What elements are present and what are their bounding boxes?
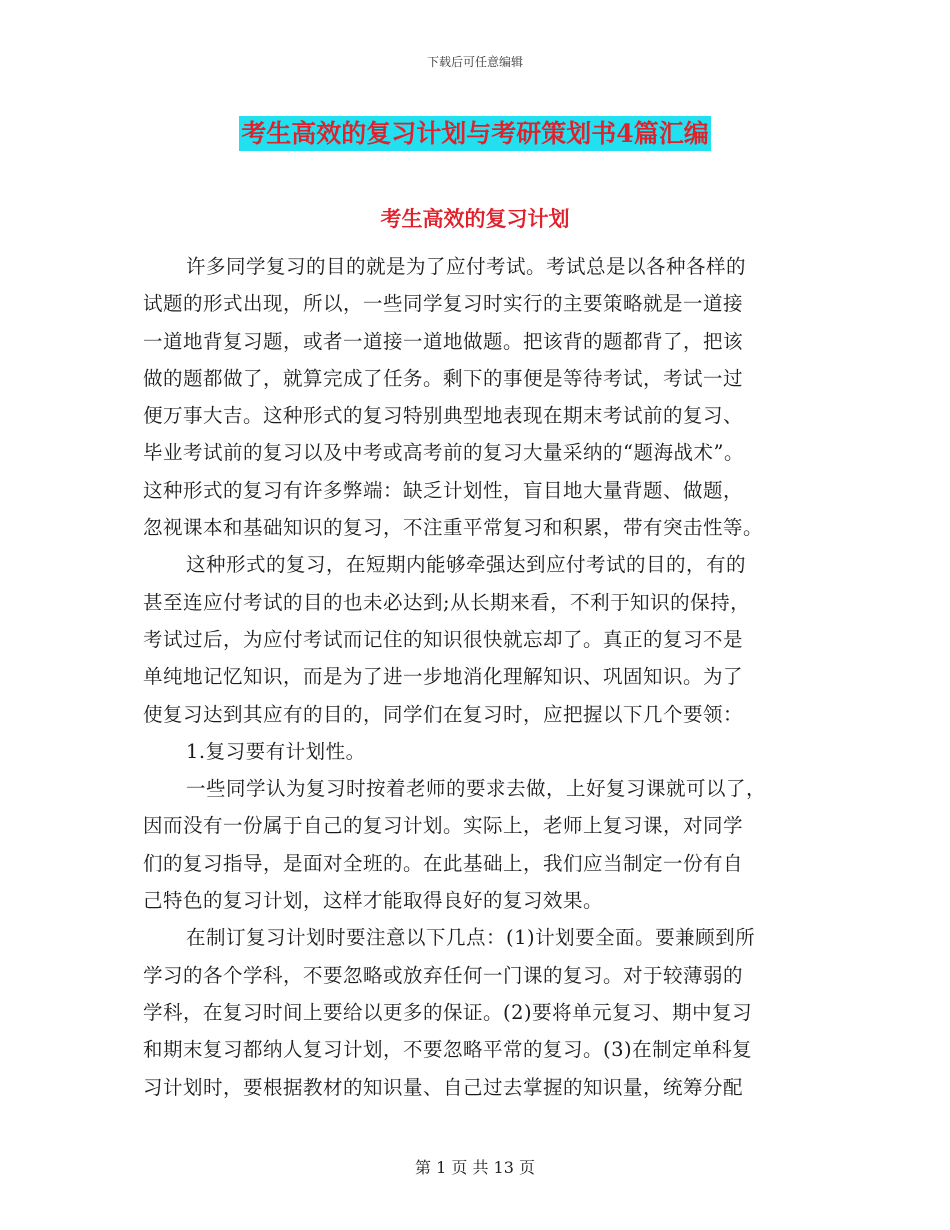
text-line: 1.复习要有计划性。 [186, 739, 366, 763]
text-line: 这种形式的复习有许多弊端：缺乏计划性，盲目地大量背题、做题， [143, 478, 744, 502]
text-line: 这种形式的复习，在短期内能够牵强达到应付考试的目的，有的 [186, 553, 747, 577]
document-title [0, 114, 950, 150]
text-line: 甚至连应付考试的目的也未必达到;从长期来看，不利于知识的保持， [143, 590, 751, 614]
text-line: 毕业考试前的复习以及中考或高考前的复习大量采纳的“题海战术”。 [143, 441, 744, 465]
text-line: 做的题都做了，就算完成了任务。剩下的事便是等待考试，考试一过 [143, 366, 744, 390]
body-text [143, 248, 808, 1106]
text-line: 一些同学认为复习时按着老师的要求去做，上好复习课就可以了， [186, 777, 767, 801]
text-line: 使复习达到其应有的目的，同学们在复习时，应把握以下几个要领： [143, 702, 744, 726]
text-line: 考试过后，为应付考试而记住的知识很快就忘却了。真正的复习不是 [143, 627, 744, 651]
text-line: 忽视课本和基础知识的复习，不注重平常复习和积累，带有突击性等。 [143, 516, 764, 540]
text-line: 学习的各个学科，不要忽略或放弃任何一门课的复习。对于较薄弱的 [143, 963, 744, 987]
text-line: 试题的形式出现，所以，一些同学复习时实行的主要策略就是一道接 [143, 292, 744, 316]
document-title-text: 考生高效的复习计划与考研策划书4篇汇编 [239, 116, 710, 151]
text-line: 单纯地记忆知识，而是为了进一步地消化理解知识、巩固知识。为了 [143, 665, 744, 689]
page-footer: 第 1 页 共 13 页 [415, 1158, 535, 1177]
text-line: 一道地背复习题，或者一道接一道地做题。把该背的题都背了，把该 [143, 329, 744, 353]
section-title: 考生高效的复习计划 [380, 206, 570, 231]
text-line: 习计划时，要根据教材的知识量、自己过去掌握的知识量，统筹分配 [143, 1075, 744, 1099]
header-note: 下载后可任意编辑 [426, 55, 523, 69]
text-line: 们的复习指导，是面对全班的。在此基础上，我们应当制定一份有自 [143, 851, 744, 875]
text-line: 在制订复习计划时要注意以下几点：(1)计划要全面。要兼顾到所 [186, 926, 756, 950]
text-line: 便万事大吉。这种形式的复习特别典型地表现在期末考试前的复习、 [143, 404, 744, 428]
text-line: 己特色的复习计划，这样才能取得良好的复习效果。 [143, 889, 604, 913]
text-line: 许多同学复习的目的就是为了应付考试。考试总是以各种各样的 [186, 255, 747, 278]
text-line: 和期末复习都纳人复习计划，不要忽略平常的复习。(3)在制定单科复 [143, 1038, 753, 1062]
text-line: 学科，在复习时间上要给以更多的保证。(2)要将单元复习、期中复习 [143, 1000, 753, 1024]
text-line: 因而没有一份属于自己的复习计划。实际上，老师上复习课，对同学 [143, 814, 744, 838]
